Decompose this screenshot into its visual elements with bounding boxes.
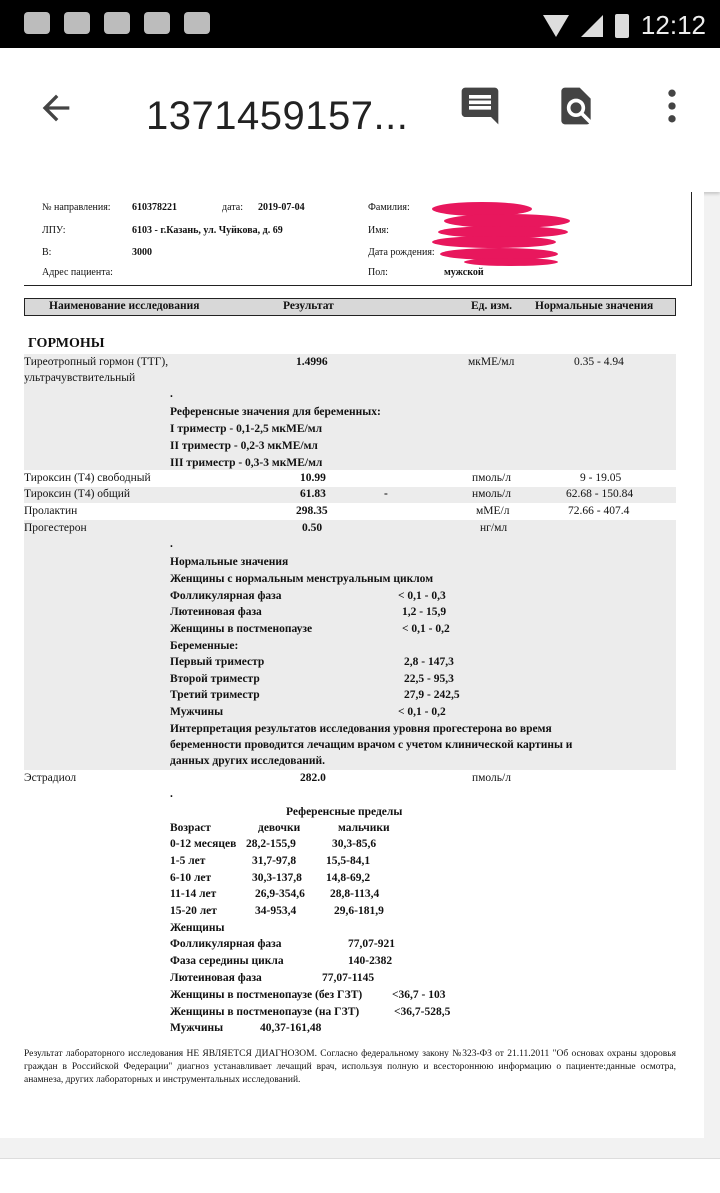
est-note: Фаза середины цикла bbox=[170, 955, 284, 967]
name-label: Имя: bbox=[368, 225, 389, 236]
est-note-title: Референсные пределы bbox=[286, 806, 403, 818]
col-name: Наименование исследования bbox=[49, 300, 200, 312]
t4t-norm: 62.68 - 150.84 bbox=[566, 488, 634, 500]
v-label: В: bbox=[42, 247, 52, 258]
col-result: Результат bbox=[283, 300, 334, 312]
ttg-unit: мкМЕ/мл bbox=[468, 356, 515, 368]
t4t-result: 61.83 bbox=[300, 488, 326, 500]
est-note: Лютеиновая фаза bbox=[170, 972, 262, 984]
clock: 12:12 bbox=[640, 10, 706, 40]
more-vert-icon[interactable] bbox=[648, 82, 696, 130]
ttg-result: 1.4996 bbox=[296, 356, 328, 368]
ttg-note: II триместр - 0,2-3 мкМЕ/мл bbox=[170, 440, 318, 452]
sex-label: Пол: bbox=[368, 267, 388, 278]
est-boys: 14,8-69,2 bbox=[326, 872, 371, 884]
wifi-icon bbox=[543, 15, 569, 37]
est-note-value: <36,7-528,5 bbox=[394, 1006, 451, 1018]
prg-note: Мужчины bbox=[170, 706, 224, 718]
prg-note-value: < 0,1 - 0,2 bbox=[398, 706, 446, 718]
prg-note: Первый триместр bbox=[170, 656, 265, 668]
date-label: дата: bbox=[222, 202, 243, 213]
prg-name: Прогестерон bbox=[24, 522, 87, 534]
prg-note-value: < 0,1 - 0,3 bbox=[398, 590, 446, 602]
ttg-name-2: ультрачувствительный bbox=[24, 372, 136, 384]
referral-number: 610378221 bbox=[132, 202, 177, 213]
document-page[interactable] bbox=[0, 192, 704, 1138]
ttg-note: Референсные значения для беременных: bbox=[170, 406, 381, 418]
prg-note: Женщины с нормальным менструальным циклом bbox=[170, 573, 434, 585]
est-note-value: 77,07-921 bbox=[348, 938, 395, 950]
est-age: 11-14 лет bbox=[170, 888, 217, 900]
est-note: Женщины в постменопаузе (без ГЗТ) bbox=[170, 989, 363, 1001]
ttg-note: III триместр - 0,3-3 мкМЕ/мл bbox=[170, 457, 323, 469]
est-girls: 34-953,4 bbox=[255, 905, 297, 917]
redaction bbox=[464, 258, 558, 266]
est-note: Возраст bbox=[170, 822, 211, 834]
est-note: Фолликулярная фаза bbox=[170, 938, 282, 950]
est-girls: 28,2-155,9 bbox=[246, 838, 296, 850]
address-label: Адрес пациента: bbox=[42, 267, 113, 278]
col-unit: Ед. изм. bbox=[471, 300, 513, 312]
comment-icon[interactable] bbox=[456, 82, 504, 130]
table-header bbox=[24, 298, 676, 316]
est-boys: 29,6-181,9 bbox=[334, 905, 384, 917]
est-age: 0-12 месяцев bbox=[170, 838, 237, 850]
prl-unit: мМЕ/л bbox=[476, 505, 510, 517]
ttg-norm: 0.35 - 4.94 bbox=[574, 356, 624, 368]
v-value: 3000 bbox=[132, 247, 152, 258]
date-value: 2019-07-04 bbox=[258, 202, 305, 213]
prg-note: данных других исследований. bbox=[170, 755, 325, 767]
section-title: ГОРМОНЫ bbox=[28, 336, 105, 351]
est-age: 15-20 лет bbox=[170, 905, 217, 917]
battery-icon bbox=[615, 14, 629, 38]
sex-value: мужской bbox=[444, 267, 484, 278]
next-page bbox=[0, 1158, 720, 1193]
prg-note: Женщины в постменопаузе bbox=[170, 623, 313, 635]
est-note-value: 40,37-161,48 bbox=[260, 1022, 322, 1034]
est-note: Мужчины bbox=[170, 1022, 224, 1034]
prg-note: Нормальные значения bbox=[170, 556, 289, 568]
patient-header bbox=[24, 192, 692, 286]
prg-note-value: 1,2 - 15,9 bbox=[402, 606, 447, 618]
est-boys: 28,8-113,4 bbox=[330, 888, 380, 900]
est-note: Женщины bbox=[170, 922, 225, 934]
t4t-name: Тироксин (Т4) общий bbox=[24, 488, 131, 500]
prl-result: 298.35 bbox=[296, 505, 328, 517]
prg-note-value: 22,5 - 95,3 bbox=[404, 673, 454, 685]
document-title: 1371459157... bbox=[146, 94, 409, 138]
est-unit: пмоль/л bbox=[472, 772, 511, 784]
lpu-label: ЛПУ: bbox=[42, 225, 66, 236]
t4f-unit: пмоль/л bbox=[472, 472, 511, 484]
app-bar bbox=[0, 48, 720, 192]
est-note-value: <36,7 - 103 bbox=[392, 989, 446, 1001]
dob-label: Дата рождения: bbox=[368, 247, 435, 258]
lpu-value: 6103 - г.Казань, ул. Чуйкова, д. 69 bbox=[132, 225, 283, 236]
find-in-page-icon[interactable] bbox=[552, 82, 600, 130]
est-note: мальчики bbox=[338, 822, 390, 834]
t4f-norm: 9 - 19.05 bbox=[580, 472, 622, 484]
youtube-icon bbox=[104, 12, 130, 34]
prg-note: Третий триместр bbox=[170, 689, 260, 701]
facebook-icon bbox=[64, 12, 90, 34]
prg-note: Фолликулярная фаза bbox=[170, 590, 282, 602]
signal-icon bbox=[581, 15, 603, 37]
prg-note-value: 2,8 - 147,3 bbox=[404, 656, 454, 668]
youtube-icon bbox=[144, 12, 170, 34]
redaction bbox=[432, 236, 556, 248]
prg-note: беременности проводится лечащим врачом с учетом клинической картины и bbox=[170, 739, 573, 751]
prg-note-dot: . bbox=[170, 538, 173, 550]
referral-label: № направления: bbox=[42, 202, 111, 213]
t4f-result: 10.99 bbox=[300, 472, 326, 484]
est-age: 6-10 лет bbox=[170, 872, 212, 884]
notification-icon bbox=[24, 12, 50, 34]
est-girls: 26,9-354,6 bbox=[255, 888, 305, 900]
est-note: Женщины в постменопаузе (на ГЗТ) bbox=[170, 1006, 360, 1018]
prg-note: Второй триместр bbox=[170, 673, 260, 685]
status-bar bbox=[0, 0, 720, 48]
est-girls: 31,7-97,8 bbox=[252, 855, 297, 867]
t4t-unit: нмоль/л bbox=[472, 488, 511, 500]
youtube-icon bbox=[184, 12, 210, 34]
est-result: 282.0 bbox=[300, 772, 326, 784]
est-note: девочки bbox=[258, 822, 301, 834]
est-age: 1-5 лет bbox=[170, 855, 206, 867]
est-note-dot: . bbox=[170, 788, 173, 800]
t4f-name: Тироксин (Т4) свободный bbox=[24, 472, 151, 484]
ttg-note-dot: . bbox=[170, 388, 173, 400]
prg-unit: нг/мл bbox=[480, 522, 508, 534]
est-note-value: 77,07-1145 bbox=[322, 972, 375, 984]
est-boys: 30,3-85,6 bbox=[332, 838, 377, 850]
est-name: Эстрадиол bbox=[24, 772, 77, 784]
prg-note: Лютеиновая фаза bbox=[170, 606, 262, 618]
prg-note: Интерпретация результатов исследования уровня прогестерона во время bbox=[170, 723, 552, 735]
ttg-name: Тиреотропный гормон (ТТГ), bbox=[24, 356, 169, 368]
back-arrow-icon[interactable] bbox=[36, 88, 76, 128]
prl-name: Пролактин bbox=[24, 505, 78, 517]
prl-norm: 72.66 - 407.4 bbox=[568, 505, 630, 517]
system-icons bbox=[543, 10, 706, 41]
t4t-flag: - bbox=[384, 488, 388, 500]
prg-note-value: < 0,1 - 0,2 bbox=[402, 623, 450, 635]
col-norm: Нормальные значения bbox=[535, 300, 654, 312]
notification-icons bbox=[24, 12, 210, 34]
surname-label: Фамилия: bbox=[368, 202, 410, 213]
prg-note-value: 27,9 - 242,5 bbox=[404, 689, 460, 701]
disclaimer: Результат лабораторного исследования НЕ ЯВЛЯЕТСЯ ДИАГНОЗОМ. Согласно федеральному закону №323-ФЗ от 21.11.2011 "Об основах охраны здоровья граждан в Российской Федерации" диагноз устанавливает лечащий врач, используя полную и всестороннюю информацию о пациенте:данные осмотра, анамнеза, других лабораторных и инструментальных исследований. bbox=[24, 1049, 676, 1085]
prg-note: Беременные: bbox=[170, 640, 239, 652]
est-note-value: 140-2382 bbox=[348, 955, 393, 967]
ttg-note: I триместр - 0,1-2,5 мкМЕ/мл bbox=[170, 423, 323, 435]
est-girls: 30,3-137,8 bbox=[252, 872, 302, 884]
prg-result: 0.50 bbox=[302, 522, 323, 534]
est-boys: 15,5-84,1 bbox=[326, 855, 371, 867]
